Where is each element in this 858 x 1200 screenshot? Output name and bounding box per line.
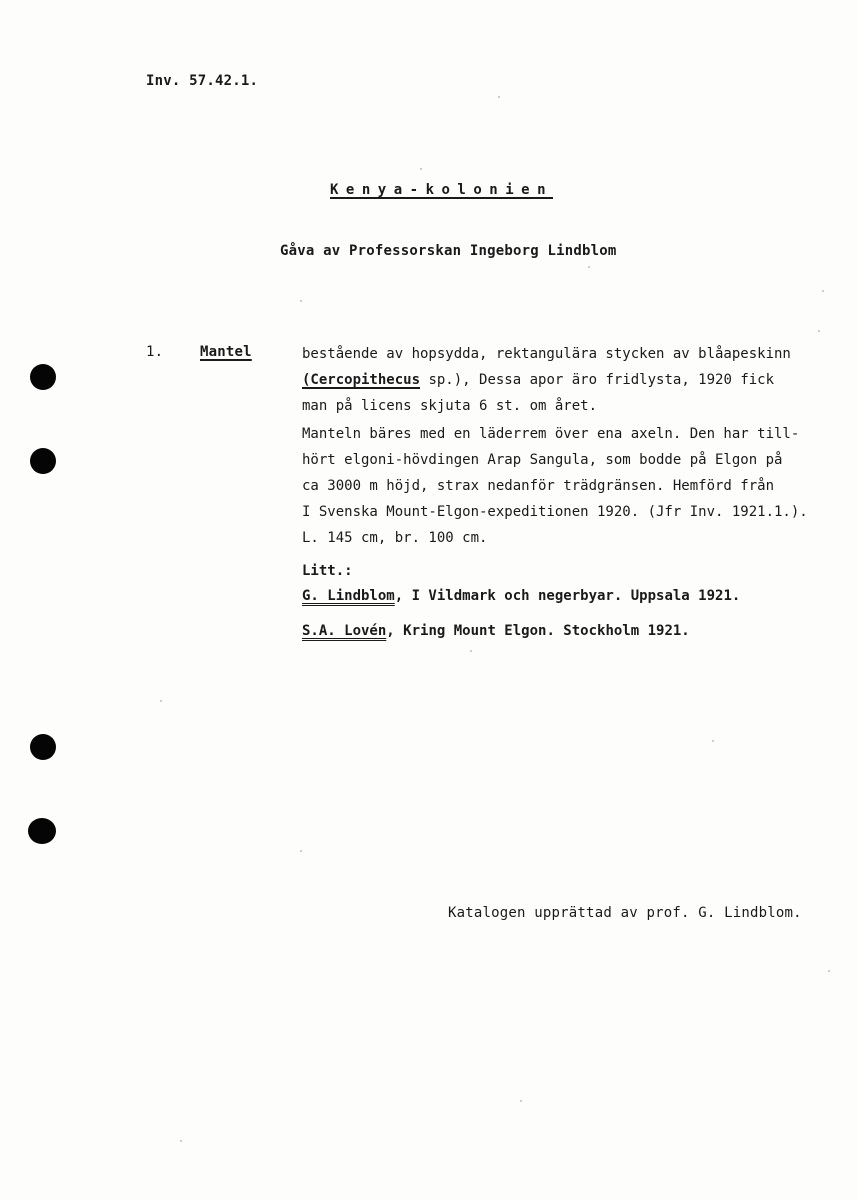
reference-2 [302,623,690,639]
donation-line: Gåva av Professorskan Ingeborg Lindblom [280,243,617,259]
entry-line-6: ca 3000 m höjd, strax nedanför trädgränsen. Hemförd från [302,478,775,494]
literature-label: Litt.: [302,563,353,579]
entry-line-3: man på licens skjuta 6 st. om året. [302,398,598,414]
punch-hole-2 [30,448,56,474]
scan-speck [828,970,830,972]
scan-speck [300,300,302,302]
scan-speck [520,1100,522,1102]
entry-number: 1. [146,344,164,360]
punch-hole-3 [30,734,56,760]
reference-title: , Kring Mount Elgon. Stockholm 1921. [386,623,690,639]
punch-hole-4 [28,818,56,844]
scan-speck [588,266,590,268]
reference-author: G. Lindblom [302,588,395,604]
species-name: (Cercopithecus [302,372,421,388]
reference-1 [302,588,740,604]
scan-speck [160,700,162,702]
entry-line-2 [302,372,774,388]
entry-term: Mantel [200,344,252,360]
scan-speck [300,850,302,852]
entry-line-4: Manteln bäres med en läderrem över ena axeln. Den har till- [302,426,800,442]
entry-line-7: I Svenska Mount-Elgon-expeditionen 1920. (Jfr Inv. 1921.1.). [302,504,808,520]
catalogue-credit: Katalogen upprättad av prof. G. Lindblom. [448,905,802,921]
entry-line-8: L. 145 cm, br. 100 cm. [302,530,488,546]
entry-line-2-rest: sp.), Dessa apor äro fridlysta, 1920 fick [428,372,775,388]
punch-hole-1 [30,364,56,390]
inventory-number: Inv. 57.42.1. [146,73,259,89]
scan-speck [818,330,820,332]
entry-line-5: hört elgoni-hövdingen Arap Sangula, som bodde på Elgon på [302,452,783,468]
reference-title: , I Vildmark och negerbyar. Uppsala 1921. [394,588,741,604]
page-heading: Kenya-kolonien [330,182,554,198]
scan-speck [498,96,500,98]
scan-speck [470,650,472,652]
scan-speck [180,1140,182,1142]
scan-speck [712,740,714,742]
scan-speck [822,290,824,292]
scan-speck [420,168,422,170]
reference-author: S.A. Lovén [302,623,387,639]
entry-line-1: bestående av hopsydda, rektangulära stycken av blåapeskinn [302,346,791,362]
